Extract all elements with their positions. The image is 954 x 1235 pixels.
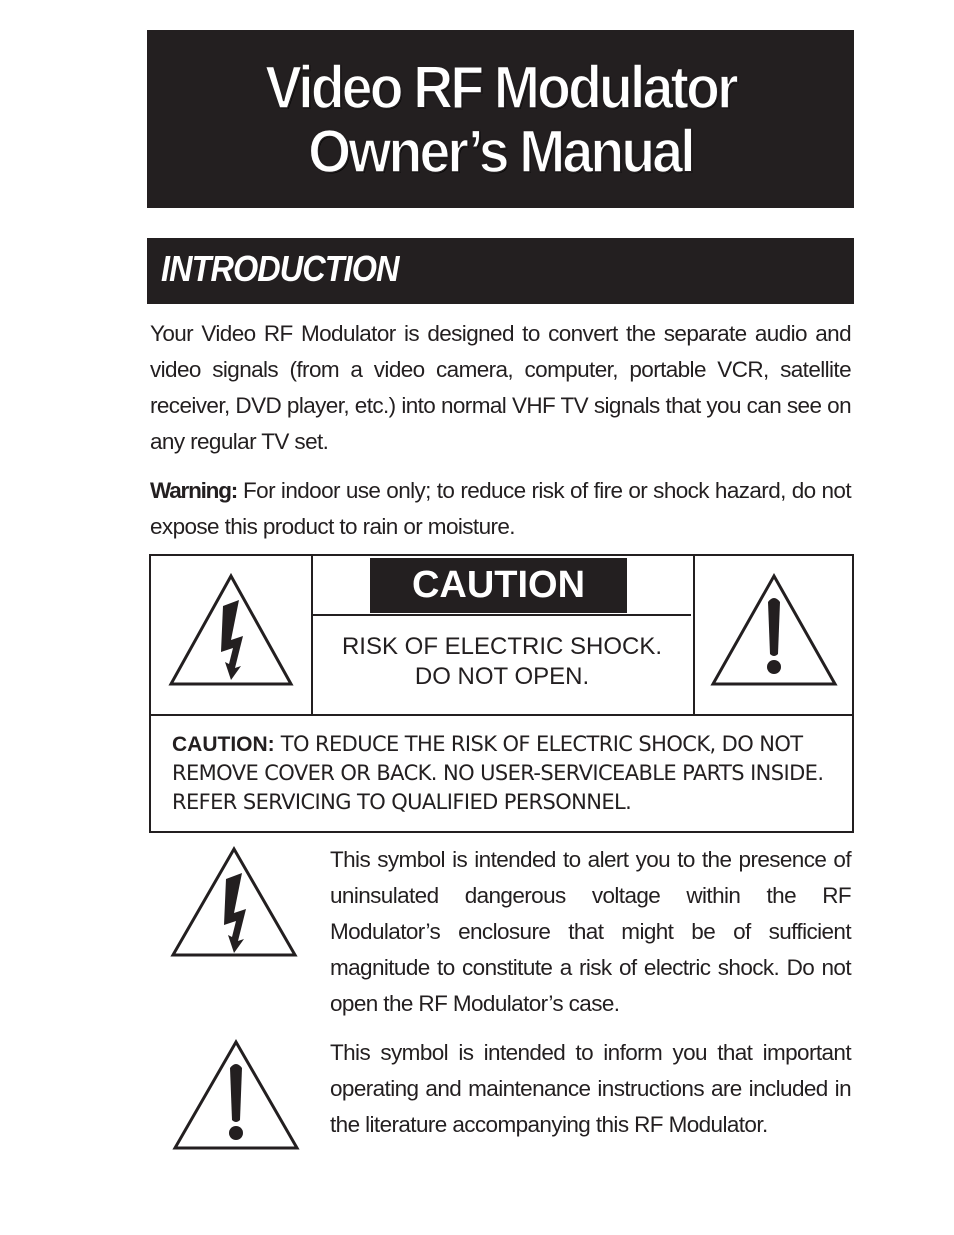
caution-box-middle-cell xyxy=(313,556,691,714)
title-line-1: Video RF Modulator xyxy=(265,54,736,121)
exclamation-symbol-description: This symbol is intended to inform you that important operating and maintenance instructions are included in the literature accompanying this RF Modulator. xyxy=(330,1040,851,1137)
lightning-symbol-description: This symbol is intended to alert you to the presence of uninsulated dangerous voltage within the RF Modulator’s enclosure that might be of sufficient magnitude to constitute a risk of electric shock. Do not open the RF Modulator’s case. xyxy=(330,847,851,1016)
caution-notice-label: CAUTION: xyxy=(172,733,275,756)
title-line-2: Owner’s Manual xyxy=(308,118,693,185)
shock-warning-text xyxy=(313,632,691,692)
divider xyxy=(313,614,691,616)
shock-line-1: RISK OF ELECTRIC SHOCK. xyxy=(341,633,663,660)
caution-box-right-cell xyxy=(693,556,854,714)
warning-label: Warning: xyxy=(150,478,238,503)
lightning-warning-icon xyxy=(168,843,300,959)
warning-paragraph xyxy=(150,473,851,545)
exclamation-warning-icon xyxy=(170,1036,302,1152)
section-title: INTRODUCTION xyxy=(161,248,399,289)
shock-line-2: DO NOT OPEN. xyxy=(414,663,590,690)
caution-notice xyxy=(172,730,842,817)
caution-box xyxy=(149,554,854,833)
exclamation-warning-icon xyxy=(695,556,854,714)
intro-paragraph: Your Video RF Modulator is designed to convert the separate audio and video signals (from a video camera, computer, portable VCR, satellite receiver, DVD player, etc.) into normal VHF TV signals that you can see on any regular TV set. xyxy=(150,321,851,454)
caution-notice-line-1: TO REDUCE THE RISK OF ELECTRIC SHOCK, DO NOT xyxy=(274,732,803,756)
lightning-symbol xyxy=(168,843,300,959)
caution-notice-line-2: REMOVE COVER OR BACK. NO USER-SERVICEABLE PARTS INSIDE. xyxy=(172,761,824,785)
caution-notice-line-3: REFER SERVICING TO QUALIFIED PERSONNEL. xyxy=(172,790,632,814)
caution-box-left-cell xyxy=(151,556,313,714)
title-banner xyxy=(147,30,854,208)
warning-text: For indoor use only; to reduce risk of fire or shock hazard, do not expose this product to rain or moisture. xyxy=(150,478,851,539)
lightning-warning-icon xyxy=(151,556,311,714)
exclamation-symbol xyxy=(170,1036,302,1152)
section-header-bar xyxy=(147,238,854,304)
divider xyxy=(151,714,852,716)
caution-header: CAUTION xyxy=(370,558,627,613)
